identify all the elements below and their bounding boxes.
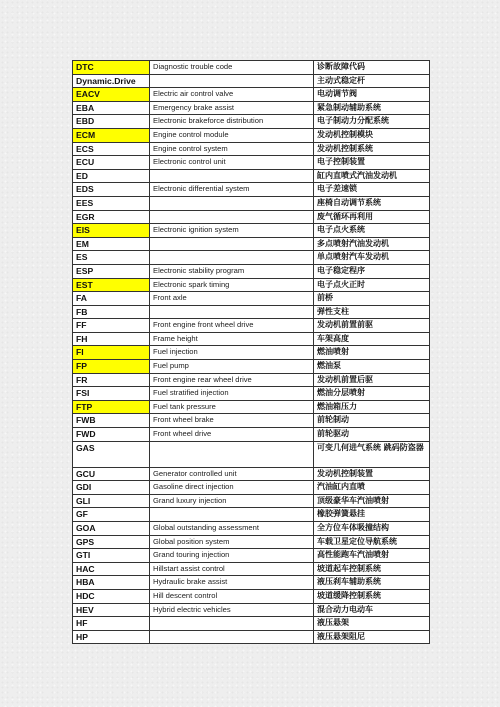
abbreviation-cell: ECU [73, 156, 150, 170]
chinese-term-cell: 紧急制动辅助系统 [314, 101, 430, 115]
chinese-term-cell: 橡胶弹簧悬挂 [314, 508, 430, 522]
chinese-term-cell: 电子制动力分配系统 [314, 115, 430, 129]
english-term-cell: Front engine rear wheel drive [150, 373, 314, 387]
table-row [73, 237, 430, 251]
english-term-cell [150, 617, 314, 631]
chinese-term-cell: 高性能跑车汽油喷射 [314, 549, 430, 563]
abbreviation-cell: FF [73, 319, 150, 333]
table-row [73, 319, 430, 333]
english-term-cell [150, 196, 314, 210]
abbreviation-cell: FB [73, 305, 150, 319]
abbreviation-cell: GLI [73, 494, 150, 508]
abbreviation-table [72, 60, 430, 644]
table-row [73, 549, 430, 563]
english-term-cell [150, 630, 314, 644]
chinese-term-cell: 电子控制装置 [314, 156, 430, 170]
abbreviation-cell: FTP [73, 400, 150, 414]
table-row [73, 630, 430, 644]
english-term-cell: Electronic stability program [150, 264, 314, 278]
abbreviation-cell: HEV [73, 603, 150, 617]
abbreviation-cell: HAC [73, 562, 150, 576]
english-term-cell: Global position system [150, 535, 314, 549]
abbreviation-cell: HDC [73, 589, 150, 603]
english-term-cell [150, 305, 314, 319]
abbreviation-cell: FA [73, 292, 150, 306]
english-term-cell: Front wheel brake [150, 414, 314, 428]
table-row [73, 481, 430, 495]
table-row [73, 387, 430, 401]
abbreviation-cell: GF [73, 508, 150, 522]
chinese-term-cell: 电动调节阀 [314, 88, 430, 102]
abbreviation-cell: EACV [73, 88, 150, 102]
abbreviation-cell: FSI [73, 387, 150, 401]
abbreviation-cell: EBD [73, 115, 150, 129]
chinese-term-cell: 电子点火正时 [314, 278, 430, 292]
chinese-term-cell: 液压悬架 [314, 617, 430, 631]
abbreviation-cell: EST [73, 278, 150, 292]
table-row [73, 74, 430, 88]
english-term-cell [150, 441, 314, 467]
table-row [73, 128, 430, 142]
table-row [73, 494, 430, 508]
english-term-cell: Gasoline direct injection [150, 481, 314, 495]
chinese-term-cell: 电子点火系统 [314, 224, 430, 238]
abbreviation-cell: FR [73, 373, 150, 387]
chinese-term-cell: 诊断故障代码 [314, 61, 430, 75]
table-row [73, 183, 430, 197]
table-row [73, 101, 430, 115]
english-term-cell [150, 74, 314, 88]
english-term-cell [150, 508, 314, 522]
table-row [73, 522, 430, 536]
abbreviation-cell: EM [73, 237, 150, 251]
chinese-term-cell: 燃油箱压力 [314, 400, 430, 414]
table-row [73, 61, 430, 75]
chinese-term-cell: 液压刹车辅助系统 [314, 576, 430, 590]
english-term-cell: Frame height [150, 332, 314, 346]
english-term-cell: Electronic differential system [150, 183, 314, 197]
abbreviation-cell: EES [73, 196, 150, 210]
table-row [73, 400, 430, 414]
english-term-cell: Grand touring injection [150, 549, 314, 563]
abbreviation-table-body [73, 61, 430, 644]
table-row [73, 603, 430, 617]
english-term-cell: Electric air control valve [150, 88, 314, 102]
table-row [73, 589, 430, 603]
chinese-term-cell: 座椅自动调节系统 [314, 196, 430, 210]
chinese-term-cell: 坡道缓降控制系统 [314, 589, 430, 603]
table-row [73, 508, 430, 522]
chinese-term-cell: 燃油分层喷射 [314, 387, 430, 401]
english-term-cell: Electronic brakeforce distribution [150, 115, 314, 129]
english-term-cell: Fuel tank pressure [150, 400, 314, 414]
table-row [73, 224, 430, 238]
abbreviation-cell: HF [73, 617, 150, 631]
table-row [73, 251, 430, 265]
abbreviation-cell: ESP [73, 264, 150, 278]
table-row [73, 210, 430, 224]
table-row [73, 305, 430, 319]
chinese-term-cell: 废气循环再利用 [314, 210, 430, 224]
abbreviation-cell: EIS [73, 224, 150, 238]
chinese-term-cell: 前轮驱动 [314, 428, 430, 442]
abbreviation-cell: HP [73, 630, 150, 644]
table-row [73, 617, 430, 631]
english-term-cell [150, 169, 314, 183]
chinese-term-cell: 全方位车体吸撞结构 [314, 522, 430, 536]
english-term-cell: Engine control system [150, 142, 314, 156]
chinese-term-cell: 主动式稳定杆 [314, 74, 430, 88]
abbreviation-cell: GAS [73, 441, 150, 467]
chinese-term-cell: 顶级豪华车汽油喷射 [314, 494, 430, 508]
chinese-term-cell: 汽油缸内直喷 [314, 481, 430, 495]
abbreviation-cell: Dynamic.Drive [73, 74, 150, 88]
table-row [73, 441, 430, 467]
chinese-term-cell: 前轮制动 [314, 414, 430, 428]
abbreviation-cell: EGR [73, 210, 150, 224]
table-row [73, 535, 430, 549]
chinese-term-cell: 混合动力电动车 [314, 603, 430, 617]
english-term-cell: Front wheel drive [150, 428, 314, 442]
english-term-cell: Front engine front wheel drive [150, 319, 314, 333]
chinese-term-cell: 单点喷射汽车发动机 [314, 251, 430, 265]
chinese-term-cell: 发动机控制模块 [314, 128, 430, 142]
chinese-term-cell: 坡道起车控制系统 [314, 562, 430, 576]
english-term-cell: Fuel stratified injection [150, 387, 314, 401]
english-term-cell [150, 210, 314, 224]
chinese-term-cell: 车架高度 [314, 332, 430, 346]
english-term-cell: Generator controlled unit [150, 467, 314, 481]
table-row [73, 292, 430, 306]
table-row [73, 332, 430, 346]
english-term-cell: Fuel pump [150, 360, 314, 374]
abbreviation-cell: ES [73, 251, 150, 265]
chinese-term-cell: 发动机前置前驱 [314, 319, 430, 333]
english-term-cell: Hillstart assist control [150, 562, 314, 576]
abbreviation-cell: FH [73, 332, 150, 346]
abbreviation-cell: GCU [73, 467, 150, 481]
chinese-term-cell: 多点喷射汽油发动机 [314, 237, 430, 251]
abbreviation-cell: ECS [73, 142, 150, 156]
chinese-term-cell: 电子差速锁 [314, 183, 430, 197]
table-row [73, 467, 430, 481]
english-term-cell: Emergency brake assist [150, 101, 314, 115]
english-term-cell: Hybrid electric vehicles [150, 603, 314, 617]
chinese-term-cell: 车载卫星定位导航系统 [314, 535, 430, 549]
table-row [73, 169, 430, 183]
table-row [73, 562, 430, 576]
chinese-term-cell: 电子稳定程序 [314, 264, 430, 278]
english-term-cell: Global outstanding assessment [150, 522, 314, 536]
abbreviation-cell: FI [73, 346, 150, 360]
table-row [73, 414, 430, 428]
table-row [73, 264, 430, 278]
abbreviation-cell: GPS [73, 535, 150, 549]
table-row [73, 576, 430, 590]
abbreviation-cell: GDI [73, 481, 150, 495]
english-term-cell [150, 237, 314, 251]
english-term-cell: Front axle [150, 292, 314, 306]
english-term-cell: Hydraulic brake assist [150, 576, 314, 590]
chinese-term-cell: 发动机控制系统 [314, 142, 430, 156]
table-row [73, 88, 430, 102]
english-term-cell: Hill descent control [150, 589, 314, 603]
abbreviation-cell: DTC [73, 61, 150, 75]
abbreviation-cell: ECM [73, 128, 150, 142]
english-term-cell: Diagnostic trouble code [150, 61, 314, 75]
english-term-cell: Electronic spark timing [150, 278, 314, 292]
table-row [73, 346, 430, 360]
english-term-cell: Electronic control unit [150, 156, 314, 170]
table-row [73, 360, 430, 374]
abbreviation-cell: FWD [73, 428, 150, 442]
english-term-cell: Fuel injection [150, 346, 314, 360]
english-term-cell: Grand luxury injection [150, 494, 314, 508]
table-row [73, 156, 430, 170]
english-term-cell: Electronic ignition system [150, 224, 314, 238]
chinese-term-cell: 前桥 [314, 292, 430, 306]
table-row [73, 115, 430, 129]
table-row [73, 373, 430, 387]
table-row [73, 142, 430, 156]
chinese-term-cell: 弹性支柱 [314, 305, 430, 319]
abbreviation-cell: GTI [73, 549, 150, 563]
abbreviation-cell: EBA [73, 101, 150, 115]
english-term-cell [150, 251, 314, 265]
chinese-term-cell: 可变几何进气系统 跳码防盗器 [314, 441, 430, 467]
abbreviation-cell: HBA [73, 576, 150, 590]
chinese-term-cell: 燃油泵 [314, 360, 430, 374]
abbreviation-cell: GOA [73, 522, 150, 536]
table-row [73, 196, 430, 210]
chinese-term-cell: 液压悬架阻尼 [314, 630, 430, 644]
chinese-term-cell: 缸内直喷式汽油发动机 [314, 169, 430, 183]
chinese-term-cell: 发动机控制装置 [314, 467, 430, 481]
abbreviation-cell: FP [73, 360, 150, 374]
english-term-cell: Engine control module [150, 128, 314, 142]
abbreviation-cell: EDS [73, 183, 150, 197]
table-row [73, 278, 430, 292]
table-row [73, 428, 430, 442]
chinese-term-cell: 燃油喷射 [314, 346, 430, 360]
abbreviation-cell: ED [73, 169, 150, 183]
chinese-term-cell: 发动机前置后驱 [314, 373, 430, 387]
abbreviation-cell: FWB [73, 414, 150, 428]
